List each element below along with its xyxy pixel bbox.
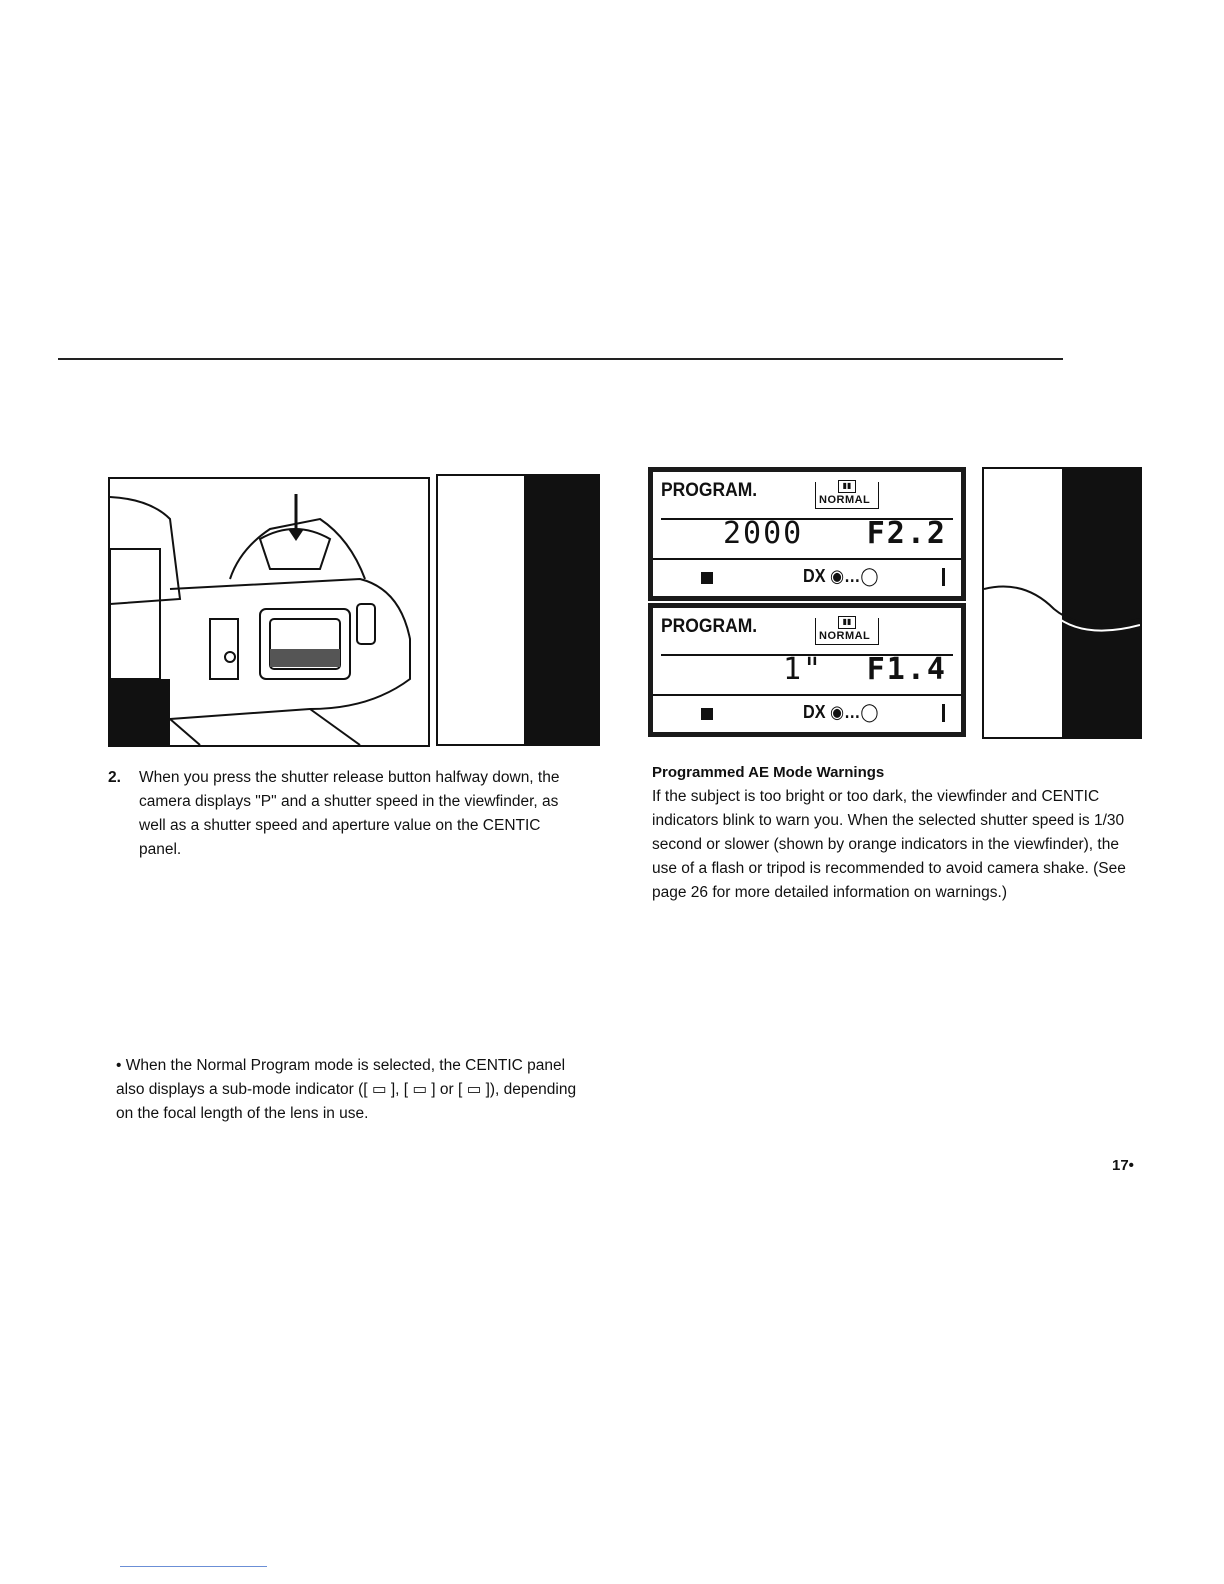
normal-submode-indicator [815, 618, 879, 645]
normal-submode-indicator [815, 482, 879, 509]
camera-drawing [110, 479, 428, 745]
lens-submode-icon: ▮▮ [838, 616, 856, 629]
square-indicator-icon [701, 572, 713, 584]
step-text: When you press the shutter release button halfway down, the camera displays "P" and a shutter speed in the viewfinder, as well as a shutter speed and aperture value on the CENTIC panel. [139, 769, 560, 858]
dx-label: DX [803, 566, 826, 586]
warnings-section [652, 761, 1142, 905]
centic-panel-high-speed [648, 467, 966, 601]
lcd-screen [653, 472, 961, 596]
lcd-aperture-value: F2.2 [866, 516, 947, 551]
viewfinder-display-left [436, 474, 600, 746]
normal-label: NORMAL [819, 494, 871, 506]
normal-label: NORMAL [819, 630, 871, 642]
bar-indicator-icon [942, 704, 945, 722]
lcd-bottom-row [653, 558, 961, 596]
page-number: 17• [1112, 1157, 1134, 1174]
viewfinder-curve [984, 469, 1140, 737]
bottom-rule [120, 1566, 267, 1567]
square-indicator-icon [701, 708, 713, 720]
lcd-shutter-value: 1" [783, 652, 824, 687]
lcd-aperture-value: F1.4 [866, 652, 947, 687]
lens-submode-icon: ▮▮ [838, 480, 856, 493]
step-number: 2. [108, 769, 121, 786]
dx-label: DX [803, 702, 826, 722]
camera-illustration [108, 477, 430, 747]
viewfinder-display-right [982, 467, 1142, 739]
warnings-title: Programmed AE Mode Warnings [652, 764, 885, 781]
bar-indicator-icon [942, 568, 945, 586]
lcd-screen [653, 608, 961, 732]
normal-program-note: • When the Normal Program mode is selected, the CENTIC panel also displays a sub-mode indicator ([ ▭ ], [ ▭ ] or [ ▭ ]), depending on the focal length of the lens in use. [116, 1057, 577, 1122]
centic-panel-low-speed [648, 603, 966, 737]
lcd-bottom-row [653, 694, 961, 732]
lcd-shutter-value: 2000 [723, 516, 804, 551]
lcd-mode-label: PROGRAM. [661, 480, 758, 501]
dx-indicator: DX ◉…◯ [803, 566, 879, 586]
top-rule [58, 358, 1063, 360]
lcd-mode-label: PROGRAM. [661, 616, 758, 637]
dx-indicator: DX ◉…◯ [803, 702, 879, 722]
viewfinder-dark-area [524, 476, 598, 744]
warnings-text: If the subject is too bright or too dark, the viewfinder and CENTIC indicators blink to warn you. When the selected shutter speed is 1/30 second or slower (shown by orange indicators in the viewfinder), the use of a flash or tripod is recommended to avoid camera shake. (See page 26 for more detailed information on warnings.) [652, 788, 1126, 901]
